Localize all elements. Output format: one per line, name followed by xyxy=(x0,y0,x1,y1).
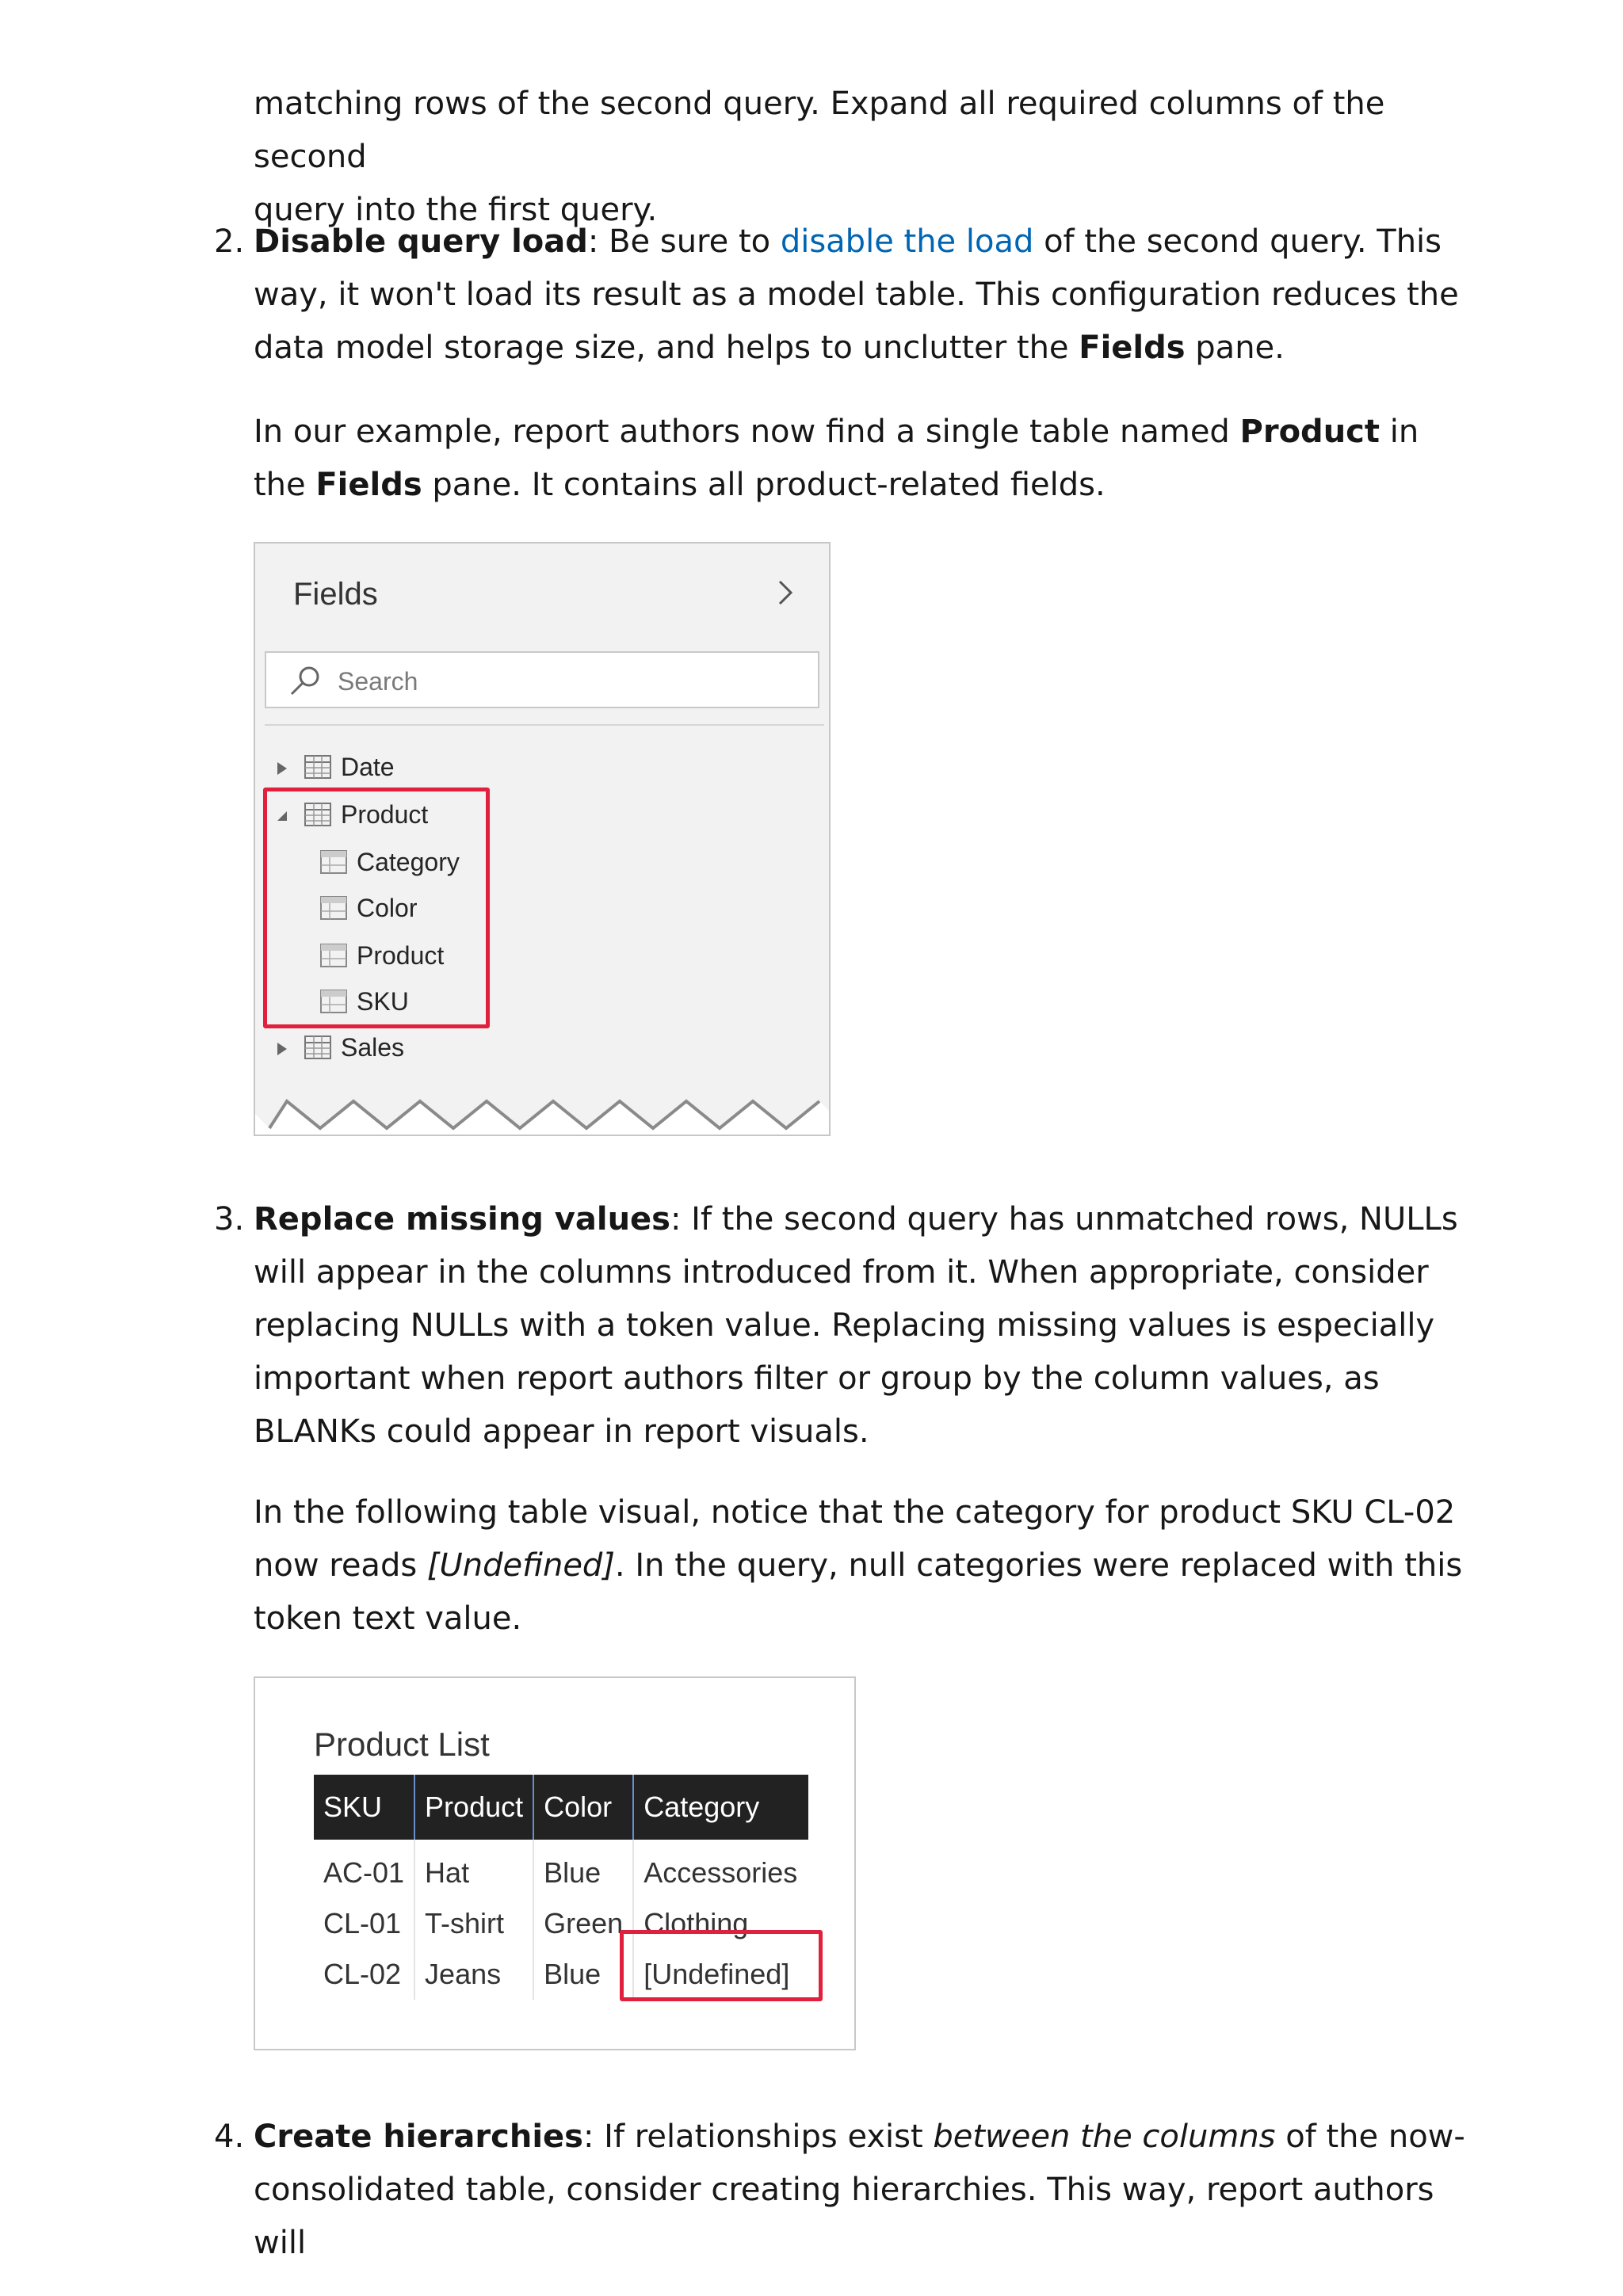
table-cell: Jeans xyxy=(414,1949,533,2000)
table-cell: CL-01 xyxy=(314,1898,414,1949)
table-cell: T-shirt xyxy=(414,1898,533,1949)
table-cell: Green xyxy=(533,1898,633,1949)
torn-edge-decoration xyxy=(255,1090,831,1136)
step-2-text-b: of the second query. This way, it won't load its result as a model table. This configuration reduces the data model storage size, and helps to unclutter the xyxy=(254,223,1459,366)
table-icon xyxy=(304,1035,331,1060)
product-list-title: Product List xyxy=(314,1726,490,1763)
step-4-text-a: : If relationships exist xyxy=(582,2119,934,2155)
highlight-box xyxy=(263,788,490,1028)
table-cell: CL-02 xyxy=(314,1949,414,2000)
table-row xyxy=(314,1840,808,1898)
table-icon xyxy=(304,754,331,780)
column-header-product[interactable]: Product xyxy=(414,1775,533,1840)
intro-line-2: query into the first query. xyxy=(254,192,658,228)
step-2-p2-bold-fields: Fields xyxy=(315,467,422,503)
step-3-p2-text-b: . In the query, null categories were replaced with this token text value. xyxy=(254,1547,1463,1637)
expand-arrow-icon[interactable] xyxy=(274,1039,290,1058)
fields-search-input[interactable] xyxy=(265,651,819,708)
step-3-p2-text-a: In the following table visual, notice that the category for product SKU CL-02 now reads xyxy=(254,1494,1456,1584)
step-2-fields-bold: Fields xyxy=(1079,330,1186,366)
field-table-label: Product xyxy=(341,800,429,829)
step-3-title: Replace missing values xyxy=(254,1201,670,1238)
step-4-number: 4. xyxy=(214,2119,245,2155)
column-header-category[interactable]: Category xyxy=(633,1775,808,1840)
step-4-text-b: of the now-consolidated table, consider creating hierarchies. This way, report authors will xyxy=(254,2119,1465,2261)
step-4-title: Create hierarchies xyxy=(254,2119,583,2155)
step-3-p2-italic: [Undefined] xyxy=(426,1547,615,1584)
search-placeholder: Search xyxy=(338,667,418,696)
product-list-screenshot xyxy=(254,1676,856,2050)
field-label: Category xyxy=(357,848,460,876)
intro-line-1: matching rows of the second query. Expand all required columns of the second xyxy=(254,86,1385,175)
table-cell: Hat xyxy=(414,1840,533,1898)
step-2-number: 2. xyxy=(214,223,245,260)
step-3-paragraph xyxy=(254,1193,1466,1459)
chevron-right-icon[interactable] xyxy=(770,574,802,612)
step-4-paragraph xyxy=(254,2111,1466,2270)
intro-paragraph xyxy=(254,78,1466,237)
step-3-number: 3. xyxy=(214,1201,245,1238)
field-table-label: Sales xyxy=(341,1033,405,1062)
step-3-text: : If the second query has unmatched rows, NULLs will appear in the columns introduced from it. When appropriate, consider replacing NULLs with a token value. Replacing missing values is especially important when report authors filter or group by the column values, as BLANKs could appear in report visuals. xyxy=(254,1201,1458,1450)
field-table-label: Date xyxy=(341,753,395,781)
fields-pane-title: Fields xyxy=(293,577,378,612)
table-cell: [Undefined] xyxy=(643,1958,790,1990)
expand-arrow-icon[interactable] xyxy=(274,759,290,778)
step-2-paragraph xyxy=(254,215,1466,375)
search-icon xyxy=(287,662,325,700)
column-header-color[interactable]: Color xyxy=(533,1775,633,1840)
step-2-text-a: : Be sure to xyxy=(587,223,781,260)
step-4-italic: between the columns xyxy=(933,2119,1276,2155)
column-header-sku[interactable]: SKU xyxy=(314,1775,414,1840)
table-header-row xyxy=(314,1775,808,1840)
fields-divider xyxy=(265,724,824,726)
step-3-paragraph-2 xyxy=(254,1486,1466,1646)
fields-pane-screenshot xyxy=(254,542,831,1136)
table-cell: AC-01 xyxy=(314,1840,414,1898)
table-cell: Blue xyxy=(533,1949,633,2000)
table-cell: Accessories xyxy=(643,1856,798,1889)
field-label: Product xyxy=(357,941,445,970)
table-cell: Blue xyxy=(533,1840,633,1898)
field-label: Color xyxy=(357,894,418,922)
table-cell: Clothing xyxy=(643,1907,749,1939)
highlight-box xyxy=(620,1930,823,2001)
step-2-text-c: pane. xyxy=(1185,330,1285,366)
step-2-p2-text-a: In our example, report authors now find a single table named xyxy=(254,414,1240,450)
field-label: SKU xyxy=(357,987,409,1016)
disable-load-link[interactable]: disable the load xyxy=(780,223,1034,260)
step-2-p2-text-b: in the xyxy=(254,414,1419,503)
step-2-paragraph-2 xyxy=(254,406,1466,512)
step-2-p2-text-c: pane. It contains all product-related fields. xyxy=(422,467,1106,503)
step-2-title: Disable query load xyxy=(254,223,588,260)
step-2-p2-bold-product: Product xyxy=(1239,414,1380,450)
